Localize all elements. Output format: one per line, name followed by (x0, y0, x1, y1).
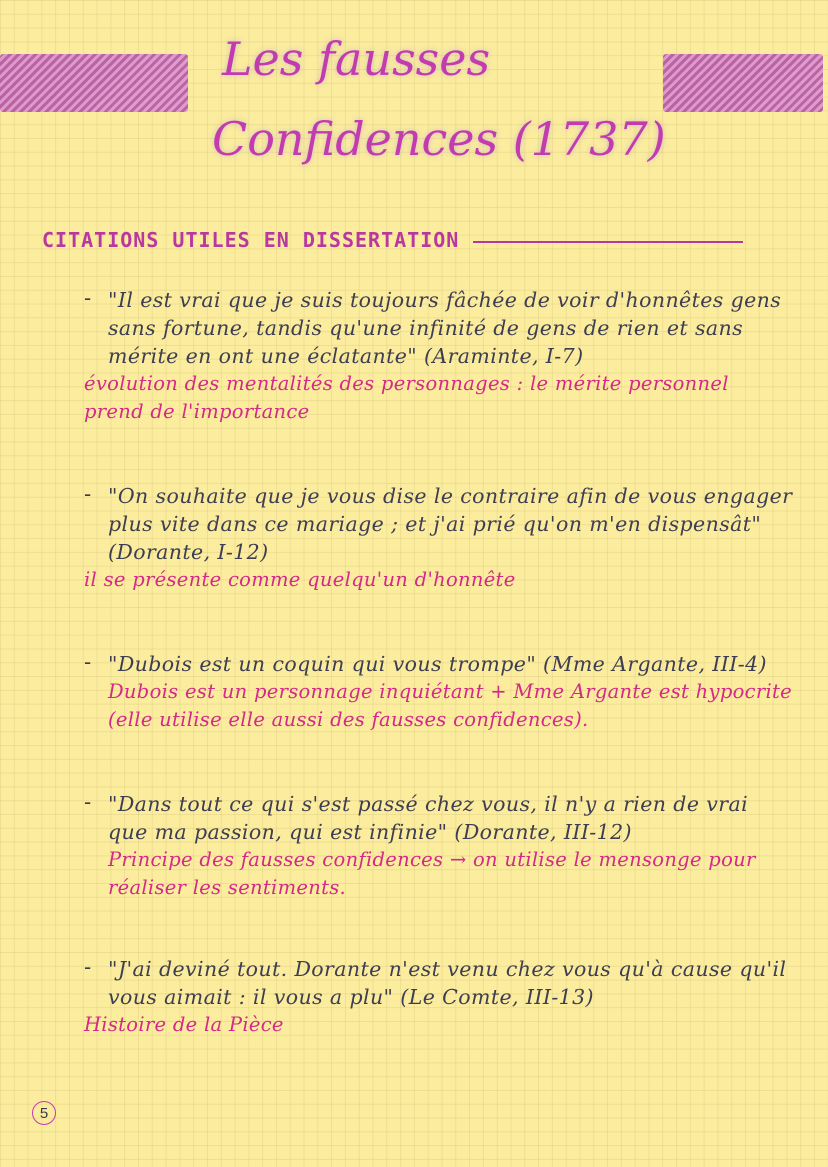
section-header-text: CITATIONS UTILES EN DISSERTATION (42, 228, 460, 252)
quote-text: "Dubois est un coquin qui vous trompe" (Mme Argante, III-4) (108, 652, 767, 676)
bullet-dash: - (84, 955, 92, 979)
page-title-line-2: Confidences (1737) (212, 112, 666, 166)
annotation-note: évolution des mentalités des personnages : le mérite personnel prend de l'importance (84, 372, 729, 423)
list-item (84, 286, 794, 426)
page-title-line-1: Les fausses (222, 32, 491, 86)
quote-text: "On souhaite que je vous dise le contraire afin de vous engager plus vite dans ce mariage ; et j'ai prié qu'on m'en dispensât" (Dorante, I-12) (108, 484, 793, 564)
bullet-dash: - (84, 790, 92, 814)
quote-block-3 (84, 650, 794, 734)
decorative-hatch-left (0, 54, 188, 112)
quote-block-1 (84, 286, 794, 426)
bullet-dash: - (84, 482, 92, 506)
list-item (84, 790, 794, 902)
list-item (84, 482, 794, 594)
quote-text: "Il est vrai que je suis toujours fâchée de voir d'honnêtes gens sans fortune, tandis qu'une infinité de gens de rien et sans mérite en ont une éclatante" (Araminte, I-7) (108, 288, 782, 368)
quote-block-2 (84, 482, 794, 594)
annotation-note: il se présente comme quelqu'un d'honnête (84, 568, 516, 591)
bullet-dash: - (84, 286, 92, 310)
annotation-note: Histoire de la Pièce (84, 1013, 284, 1036)
quote-block-5 (84, 955, 794, 1039)
section-header-rule (473, 241, 743, 243)
bullet-dash: - (84, 650, 92, 674)
list-item (84, 955, 794, 1039)
quote-text: "J'ai deviné tout. Dorante n'est venu chez vous qu'à cause qu'il vous aimait : il vous a plu" (Le Comte, III-13) (108, 957, 787, 1009)
annotation-note: Principe des fausses confidences → on utilise le mensonge pour réaliser les sentiments. (108, 848, 756, 899)
quote-text: "Dans tout ce qui s'est passé chez vous, il n'y a rien de vrai que ma passion, qui est infinie" (Dorante, III-12) (108, 792, 749, 844)
decorative-hatch-right (663, 54, 823, 112)
list-item (84, 650, 794, 734)
page-number: 5 (32, 1101, 56, 1125)
annotation-note: Dubois est un personnage inquiétant + Mme Argante est hypocrite (elle utilise elle aussi des fausses confidences). (108, 680, 792, 731)
quote-block-4 (84, 790, 794, 902)
section-header (42, 228, 743, 252)
